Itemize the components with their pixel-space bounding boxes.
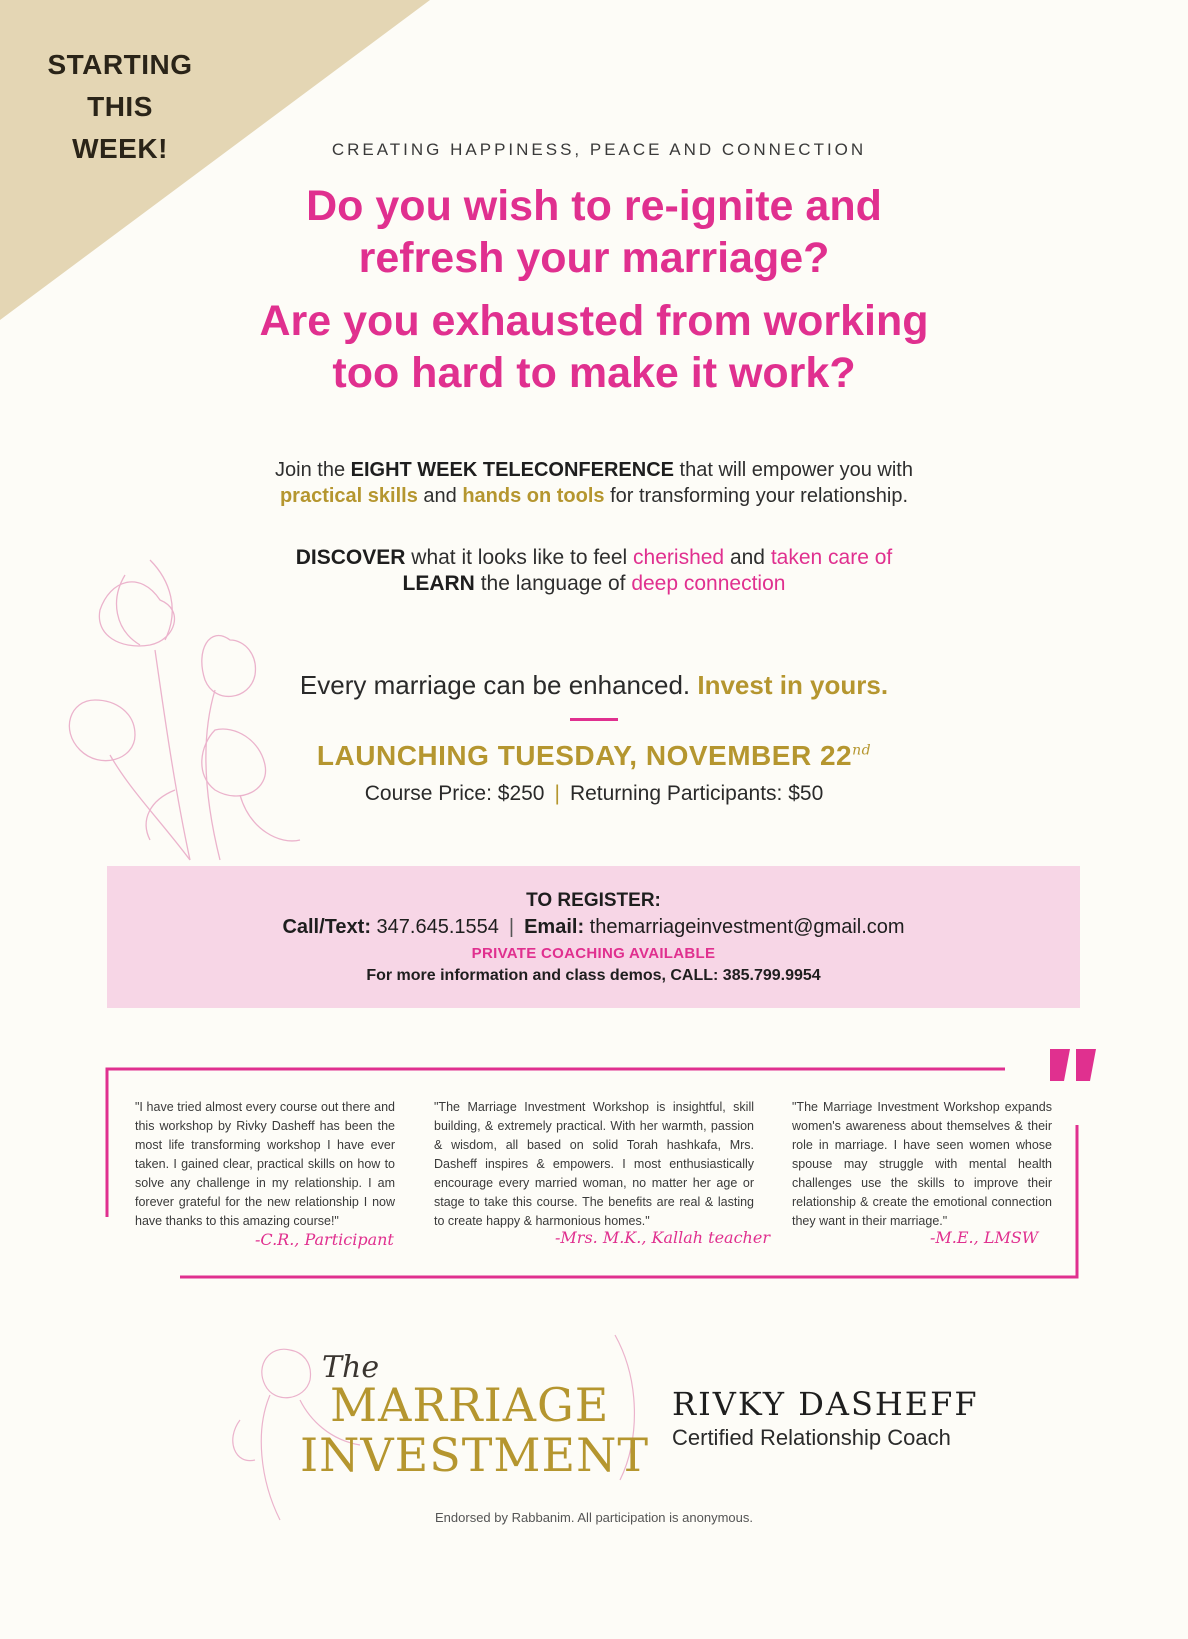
text-fragment: and	[417, 485, 463, 507]
private-coaching-note: PRIVATE COACHING AVAILABLE	[471, 945, 716, 962]
cherished-highlight: cherished	[633, 546, 725, 569]
headline-reignite	[0, 180, 1188, 284]
tools-highlight: hands on tools	[462, 485, 605, 507]
headline-line: too hard to make it work?	[332, 349, 856, 397]
separator: |	[508, 916, 515, 938]
badge-line: STARTING	[47, 49, 193, 80]
text-fragment: for transforming your relationship.	[604, 485, 909, 507]
pricing-line	[0, 782, 1188, 806]
logo-line: MARRIAGE	[330, 1378, 610, 1432]
more-info-line: For more information and class demos, CALL: 385.799.9954	[366, 967, 821, 984]
launch-text: LAUNCHING TUESDAY, NOVEMBER 22	[316, 740, 853, 771]
call-label: Call/Text:	[282, 916, 371, 938]
coach-name: RIVKY DASHEFF	[672, 1385, 979, 1423]
launch-date	[0, 740, 1188, 772]
register-contact	[107, 916, 1080, 939]
coach-title: Certified Relationship Coach	[672, 1425, 951, 1450]
testimonial-signature: -C.R., Participant	[255, 1230, 394, 1249]
testimonial-signature: -M.E., LMSW	[930, 1228, 1039, 1247]
separator: |	[554, 782, 560, 805]
learn-label: LEARN	[402, 572, 475, 595]
headline-line: refresh your marriage?	[358, 234, 830, 282]
email-label: Email:	[524, 916, 585, 938]
register-box	[107, 866, 1080, 1008]
text-fragment: Every marriage can be enhanced.	[299, 670, 698, 700]
text-fragment: the language of	[474, 572, 632, 595]
deep-connection-highlight: deep connection	[631, 572, 786, 595]
footer-note: Endorsed by Rabbanim. All participation is anonymous.	[435, 1510, 753, 1525]
course-price: Course Price: $250	[364, 782, 545, 805]
returning-price: Returning Participants: $50	[569, 782, 824, 805]
text-fragment: that will empower you with	[673, 459, 913, 481]
testimonial-1: "I have tried almost every course out there and this workshop by Rivky Dasheff has been the most life transforming workshop I have ever taken. I gained clear, practical skills on how to solve any challenge in my relationship. I am forever grateful for the new relationship I now have thanks to this amazing course!"	[135, 1100, 395, 1228]
testimonial-signature: -Mrs. M.K., Kallah teacher	[555, 1228, 770, 1247]
testimonial-2: "The Marriage Investment Workshop is insightful, skill building, & extremely practical. With her warmth, passion & wisdom, all based on solid Torah hashkafa, Mrs. Dasheff inspires & empowers. I most enthusiastically encourage every married woman, no matter her age or stage to take this course. The benefits are real & lasting to create happy & harmonious homes."	[434, 1100, 754, 1228]
invest-cta: Invest in yours.	[697, 670, 889, 700]
testimonial-3: "The Marriage Investment Workshop expands women's awareness about themselves & their role in marriage. I have seen women whose spouse may struggle with mental health challenges use the skills to improve their relationship & create the emotional connection they want in their marriage."	[792, 1100, 1052, 1228]
email-address[interactable]: themarriageinvestment@gmail.com	[584, 916, 905, 938]
eyebrow-tagline: CREATING HAPPINESS, PEACE AND CONNECTION	[331, 140, 867, 159]
phone-number[interactable]: 347.645.1554	[370, 916, 499, 938]
headline-line: Do you wish to re-ignite and	[306, 182, 882, 230]
marriage-investment-logo	[300, 1378, 650, 1482]
headline-line: Are you exhausted from working	[259, 297, 929, 345]
quote-mark-icon	[1048, 1049, 1098, 1081]
skills-highlight: practical skills	[279, 485, 418, 507]
text-fragment: what it looks like to feel	[405, 546, 634, 569]
invest-line	[0, 670, 1188, 701]
discover-learn-block	[0, 545, 1188, 597]
text-fragment: and	[724, 546, 771, 569]
divider	[570, 718, 618, 721]
badge-line: THIS	[87, 91, 153, 122]
care-highlight: taken care of	[770, 546, 893, 569]
intro-paragraph	[0, 457, 1188, 509]
program-name: EIGHT WEEK TELECONFERENCE	[350, 459, 674, 481]
launch-suffix: nd	[852, 742, 872, 759]
headline-exhausted	[0, 295, 1188, 399]
logo-line: INVESTMENT	[300, 1428, 650, 1482]
badge-line: WEEK!	[72, 133, 168, 164]
logo-the: The	[322, 1350, 380, 1385]
register-title: TO REGISTER:	[526, 890, 661, 911]
text-fragment: Join the	[275, 459, 351, 481]
discover-label: DISCOVER	[295, 546, 406, 569]
